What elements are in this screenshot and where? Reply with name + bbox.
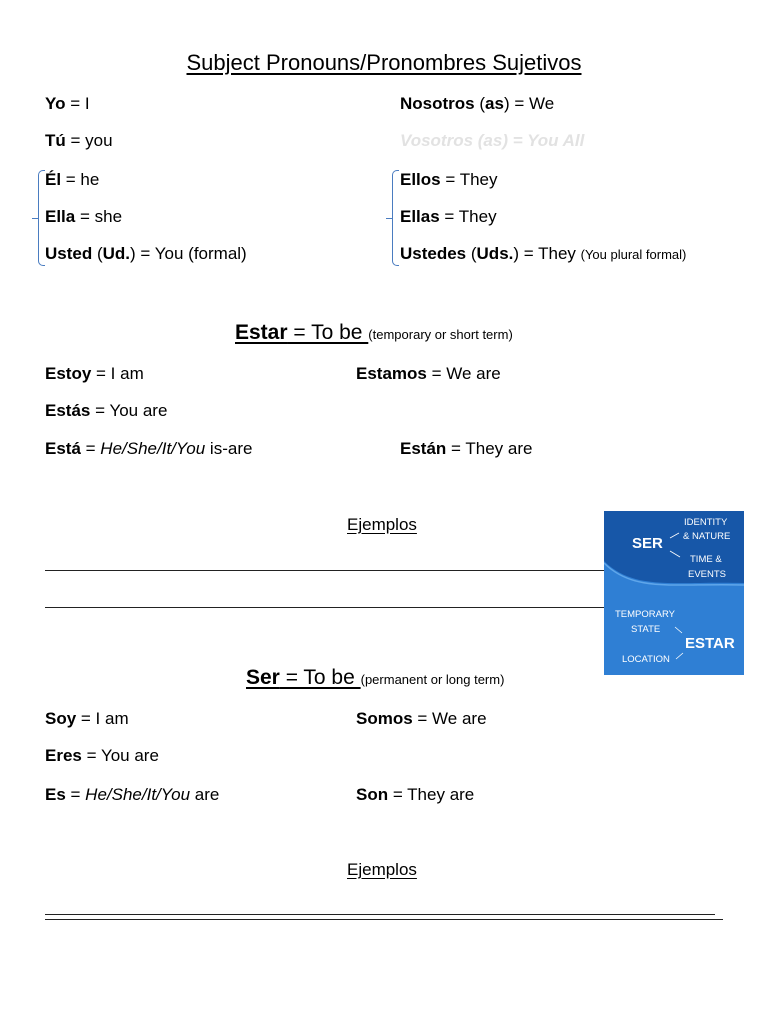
ser-example-line-1[interactable] [45,914,715,915]
ser-use-3: TIME & [690,554,722,565]
ser-eres: Eres = You are [45,746,159,765]
estar-examples-label: Ejemplos [347,515,417,534]
ser-example-line-2[interactable] [45,919,723,920]
ser-label: SER [632,535,663,552]
bracket-singular-third [38,170,45,266]
pronoun-ellos: Ellos = They [400,170,498,189]
ser-soy: Soy = I am [45,709,129,728]
pronoun-nosotros: Nosotros (as) = We [400,94,555,113]
estar-estamos: Estamos = We are [356,364,501,383]
pronoun-yo: Yo = I [45,94,90,113]
estar-use-3: LOCATION [622,654,670,665]
estar-estas: Estás = You are [45,401,168,420]
ser-estar-illustration [604,511,744,675]
ser-examples-label: Ejemplos [347,860,417,879]
estar-label: ESTAR [685,635,735,652]
ser-heading: Ser = To be (permanent or long term) [246,666,505,689]
pronoun-el: Él = he [45,170,100,189]
estar-heading: Estar = To be (temporary or short term) [235,321,513,344]
estar-esta: Está = He/She/It/You is-are [45,439,253,458]
estar-estoy: Estoy = I am [45,364,144,383]
estar-estan: Están = They are [400,439,533,458]
pronoun-ustedes: Ustedes (Uds.) = They (You plural formal) [400,244,687,263]
estar-use-1: TEMPORARY [615,609,676,620]
ser-es: Es = He/She/It/You are [45,785,220,804]
ser-use-1: IDENTITY [684,517,728,528]
pronoun-vosotros: Vosotros (as) = You All [400,131,585,150]
estar-example-line-2[interactable] [45,607,605,608]
estar-use-2: STATE [631,624,661,635]
ser-estar-graphic [604,511,744,675]
pronoun-ella: Ella = she [45,207,123,226]
page-title: Subject Pronouns/Pronombres Sujetivos [186,50,582,75]
estar-example-line-1[interactable] [45,570,605,571]
pronoun-usted: Usted (Ud.) = You (formal) [45,244,247,263]
ser-son: Son = They are [356,785,475,804]
ser-somos: Somos = We are [356,709,487,728]
ser-use-4: EVENTS [688,569,727,580]
pronoun-ellas: Ellas = They [400,207,497,226]
ser-use-2: & NATURE [683,531,731,542]
bracket-plural-third [392,170,399,266]
pronoun-tu: Tú = you [45,131,113,150]
